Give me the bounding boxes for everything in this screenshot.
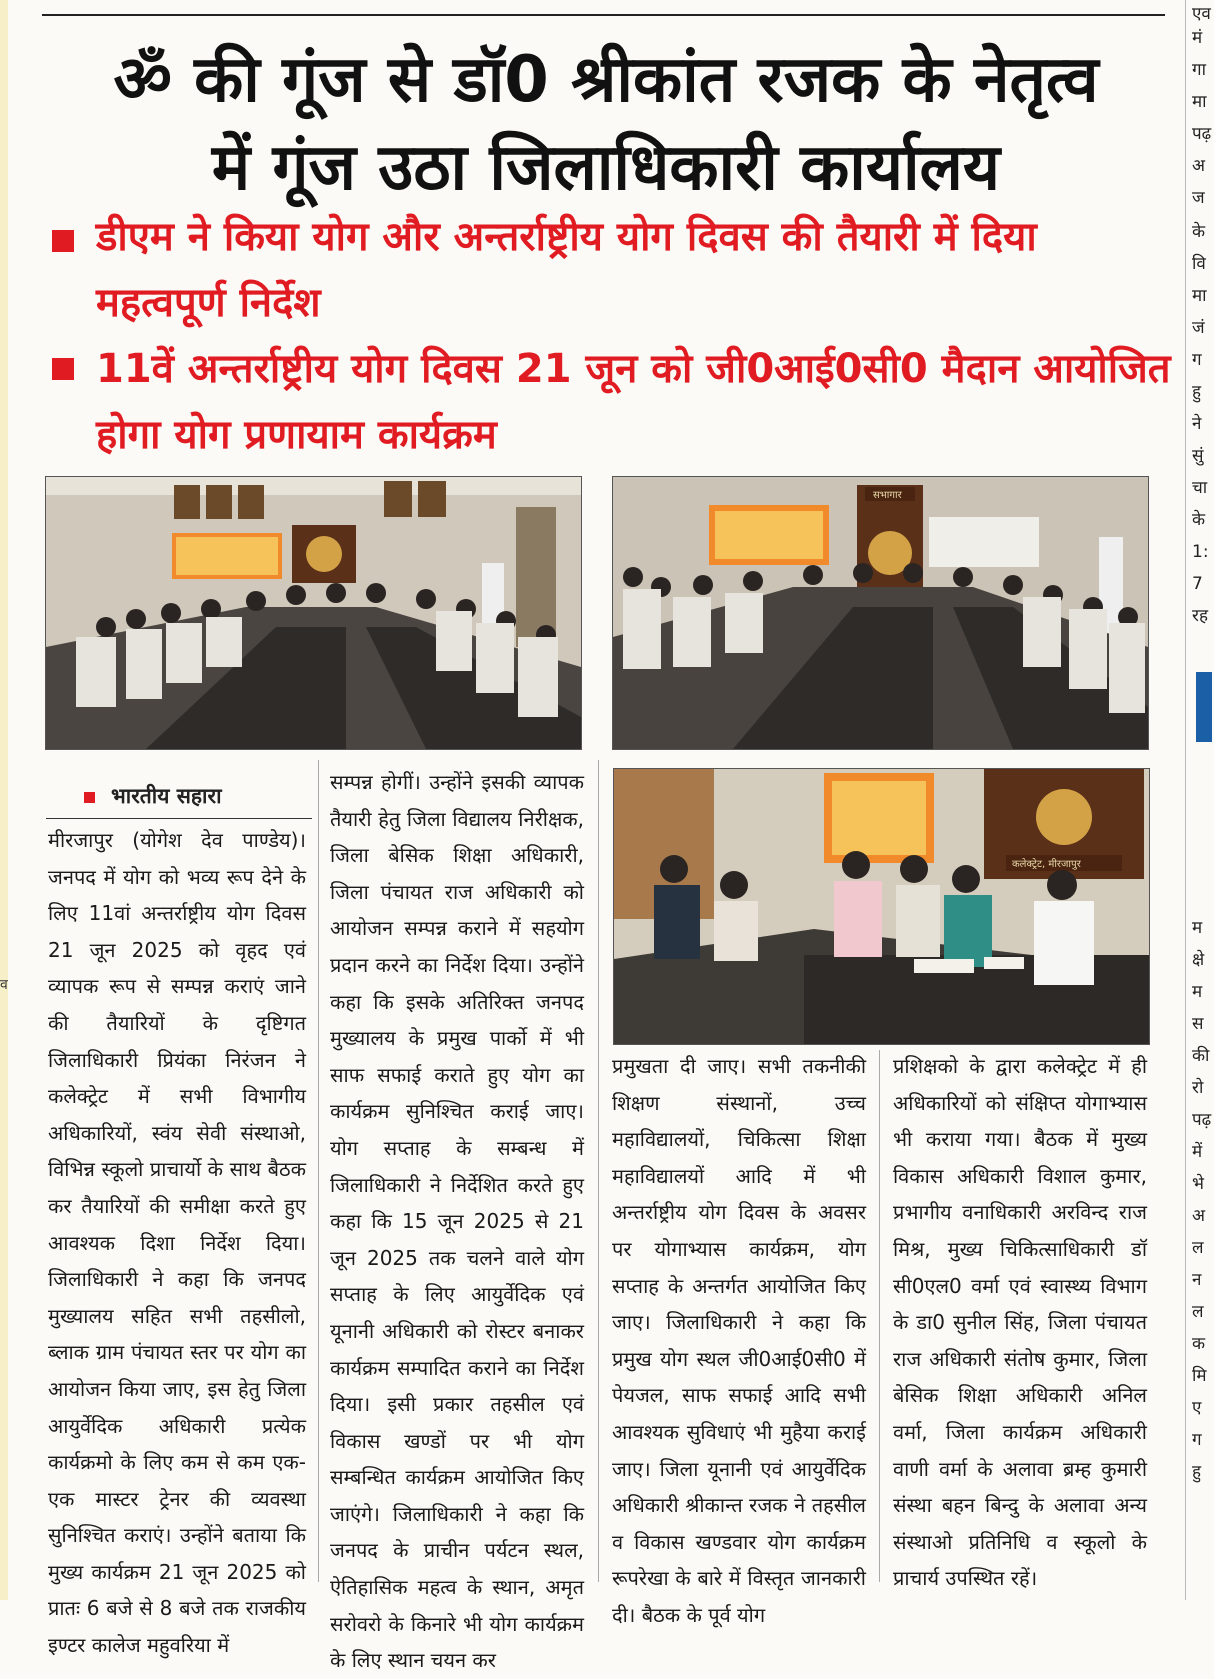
adjacent-article-fragment: ग [1192, 350, 1202, 370]
adjacent-article-fragment: म [1192, 918, 1203, 938]
meeting-photo-1 [45, 476, 582, 750]
adjacent-article-fragment: ज [1192, 188, 1205, 208]
adjacent-article-fragment: क [1192, 1334, 1206, 1354]
adjacent-article-fragment: मा [1192, 92, 1207, 112]
meeting-photo-2 [612, 476, 1149, 750]
adjacent-article-fragment: क्षे [1192, 950, 1205, 970]
adjacent-article-fragment: मं [1192, 28, 1203, 48]
column-rule [598, 760, 599, 1582]
byline-rule [46, 818, 312, 819]
adjacent-article-fragment: ल [1192, 1238, 1204, 1258]
adjacent-article-fragment: 7 [1192, 574, 1203, 594]
adjacent-article-fragment: स [1192, 1014, 1204, 1034]
subhead-bullet-1 [52, 204, 1172, 336]
article-column-3: प्रमुखता दी जाए। सभी तकनीकी शिक्षण संस्थानों, उच्च महाविद्यालयों, चिकित्सा शिक्षा महाविद्यालयों आदि में भी अन्तर्राष्ट्रीय योग दिवस के अवसर पर योगाभ्यास कार्यक्रम, योग सप्ताह के अन्तर्गत आयोजित किए जाए। जिलाधिकारी ने कहा कि प्रमुख योग स्थल जी0आई0सी0 में पेयजल, साफ सफाई आदि सभी आवश्यक सुविधाएं भी मुहैया कराई जाए। जिला यूनानी एवं आयुर्वेदिक अधिकारी श्रीकान्त रजक ने तहसील व विकास खण्डवार योग कार्यक्रम रूपरेखा के बारे में विस्तृत जानकारी दी। बैठक के पूर्व योग [612, 1054, 866, 1627]
adjacent-article-fragment: सुं [1192, 446, 1204, 466]
article-column-1: मीरजापुर (योगेश देव पाण्डेय)। जनपद में योग को भव्य रूप देने के लिए 11वां अन्तर्राष्ट्रीय योग दिवस 21 जून 2025 को वृहद एवं व्यापक रूप से सम्पन्न कराएं जाने की तैयारियों के दृष्टिगत जिलाधिकारी प्रियंका निरंजन ने कलेक्ट्रेट में सभी विभागीय अधिकारियों, स्वंय सेवी संस्थाओ, विभिन्न स्कूलो प्राचार्यो के साथ बैठक कर तैयारियों की समीक्षा करते हुए आवश्यक दिशा निर्देश दिया। जिलाधिकारी ने कहा कि जनपद मुख्यालय सहित सभी तहसीलो, ब्लाक ग्राम पंचायत स्तर पर योग का आयोजन किया जाए, इस हेतु जिला आयुर्वेदिक अधिकारी प्रत्येक कार्यक्रमो के लिए कम से कम एक-एक मास्टर ट्रेनर की व्यवस्था सुनिश्चित कराएं। उन्होंने बताया कि मुख्य कार्यक्रम 21 जून 2025 को प्रातः 6 बजे से 8 बजे तक राजकीय इण्टर कालेज महुवरिया में [48, 828, 306, 1658]
top-rule [42, 14, 1165, 16]
adjacent-article-fragment: वि [1192, 254, 1206, 274]
adjacent-article-fragment: रह [1192, 606, 1208, 626]
column-rule [318, 760, 319, 1582]
adjacent-article-fragment: के [1192, 222, 1206, 242]
adjacent-article-fragment: ए [1192, 1398, 1202, 1418]
adjacent-article-fragment: ल [1192, 1302, 1204, 1322]
adjacent-article-fragment: की [1192, 1046, 1210, 1066]
photo-sign-text: कलेक्ट्रेट, मीरजापुर [1012, 859, 1081, 870]
adjacent-article-blue-block [1196, 672, 1212, 742]
adjacent-article-fragment: चा [1192, 478, 1208, 498]
adjacent-article-fragment: रो [1192, 1078, 1204, 1098]
red-square-icon [52, 230, 74, 252]
adjacent-article-fragment: में [1192, 1142, 1203, 1162]
adjacent-article-fragment: अ [1192, 1206, 1205, 1226]
adjacent-article-strip [1190, 0, 1214, 1600]
adjacent-article-fragment: के [1192, 510, 1206, 530]
red-square-icon [52, 358, 74, 380]
headline-line-2: में गूंज उठा जिलाधिकारी कार्यालय [211, 131, 1001, 205]
adjacent-article-fragment: अ [1192, 156, 1205, 176]
adjacent-article-fragment: हु [1192, 382, 1202, 402]
adjacent-article-fragment: न [1192, 1270, 1202, 1290]
adjacent-article-fragment: ग [1192, 1430, 1202, 1450]
adjacent-article-fragment: जं [1192, 318, 1205, 338]
column-rule [879, 1050, 880, 1582]
adjacent-article-fragment: पढ़ [1192, 124, 1212, 144]
byline [84, 782, 222, 810]
article-column-2: सम्पन्न होगीं। उन्होंने इसकी व्यापक तैयारी हेतु जिला विद्यालय निरीक्षक, जिला बेसिक शिक्षा अधिकारी, जिला पंचायत राज अधिकारी को आयोजन सम्पन्न कराने में सहयोग प्रदान करने का निर्देश दिया। उन्होंने कहा कि इसके अतिरिक्त जनपद मुख्यालय के प्रमुख पार्को में भी साफ सफाई कराते हुए योग का कार्यक्रम सुनिश्चित कराई जाए। योग सप्ताह के सम्बन्ध में जिलाधिकारी ने निर्देशित करते हुए कहा कि 15 जून 2025 से 21 जून 2025 तक चलने वाले योग सप्ताह के लिए आयुर्वेदिक एवं यूनानी अधिकारी को रोस्टर बनाकर कार्यक्रम सम्पादित कराने का निर्देश दिया। इसी प्रकार तहसील एवं विकास खण्डों पर भी योग सम्बन्धित कार्यक्रम आयोजित किए जाएंगे। जिलाधिकारी ने कहा कि जनपद के प्राचीन पर्यटन स्थल, ऐतिहासिक महत्व के स्थान, अमृत सरोवरो के किनारे भी योग कार्यक्रम के लिए स्थान चयन कर [330, 770, 584, 1673]
subhead-text: डीएम ने किया योग और अन्तर्राष्ट्रीय योग दिवस की तैयारी में दिया महत्वपूर्ण निर्देश [96, 214, 1037, 326]
article-column-4: प्रशिक्षको के द्वारा कलेक्ट्रेट में ही अधिकारियों को संक्षिप्त योगाभ्यास भी कराया गया। बैठक में मुख्य विकास अधिकारी विशाल कुमार, प्रभागीय वनाधिकारी अरविन्द राज मिश्र, मुख्य चिकित्साधिकारी डॉ सी0एल0 वर्मा एवं स्वास्थ्य विभाग के डा0 सुनील सिंह, जिला पंचायत राज अधिकारी संतोष कुमार, जिला बेसिक शिक्षा अधिकारी अनिल वर्मा, जिला कार्यक्रम अधिकारी वाणी वर्मा के अलावा ब्रम्ह कुमारी संस्था बहन बिन्दु के अलावा अन्य संस्थाओ प्रतिनिधि व स्कूलो के प्राचार्य उपस्थित रहें। [893, 1054, 1147, 1591]
adjacent-article-fragment: ने [1192, 414, 1202, 434]
adjacent-article-fragment: एव [1192, 4, 1211, 24]
photo-sign-text: सभागार [873, 490, 902, 501]
adjacent-article-fragment: म [1192, 982, 1203, 1002]
headline-line-1: ॐ की गूंज से डॉ0 श्रीकांत रजक के नेतृत्व [113, 43, 1099, 117]
adjacent-article-fragment: पढ़ [1192, 1110, 1212, 1130]
adjacent-article-fragment: व [0, 977, 8, 993]
adjacent-article-fragment: गा [1192, 60, 1206, 80]
adjacent-article-fragment: हु [1192, 1462, 1202, 1482]
byline-text: भारतीय सहारा [111, 784, 222, 808]
adjacent-article-fragment: भे [1192, 1174, 1204, 1194]
meeting-photo-3 [613, 768, 1150, 1045]
right-column-rule [1185, 0, 1186, 1600]
adjacent-article-fragment: 1: [1192, 542, 1209, 562]
adjacent-article-fragment: मा [1192, 286, 1207, 306]
subhead-bullet-2 [52, 336, 1172, 468]
headline [42, 36, 1170, 212]
adjacent-article-fragment: मि [1192, 1366, 1207, 1386]
red-square-icon [84, 792, 95, 803]
left-gutter [0, 0, 8, 1600]
subhead-text: 11वें अन्तर्राष्ट्रीय योग दिवस 21 जून को जी0आई0सी0 मैदान आयोजित होगा योग प्रणायाम कार्यक्रम [96, 346, 1171, 458]
